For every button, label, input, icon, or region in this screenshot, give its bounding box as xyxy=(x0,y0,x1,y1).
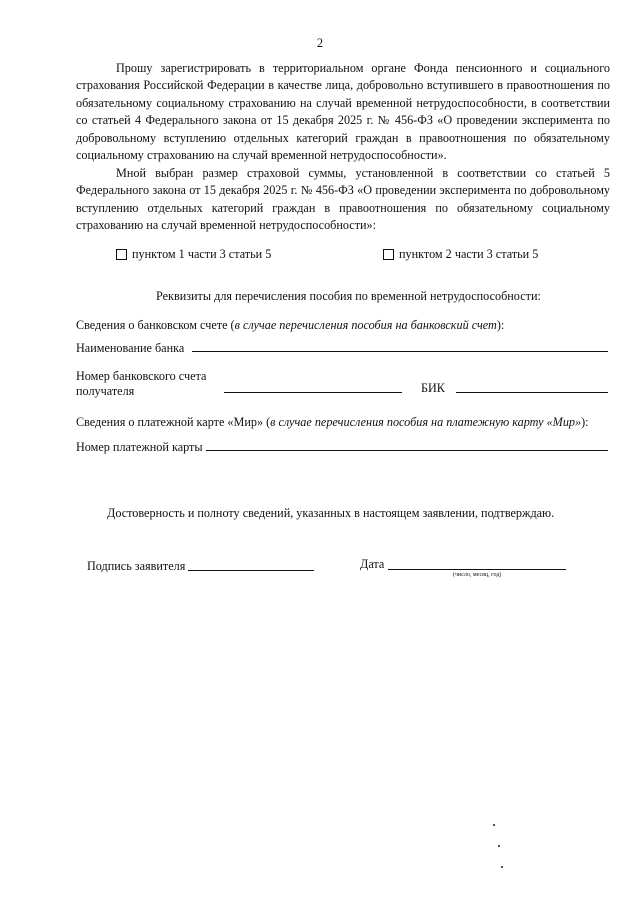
bik-label: БИК xyxy=(421,381,445,395)
bank-section-heading: Сведения о банковском счете (в случае перечисления пособия на банковский счет): xyxy=(76,318,505,332)
option-2-checkbox[interactable] xyxy=(383,247,538,262)
bank-section-note: в случае перечисления пособия на банковский счет xyxy=(234,318,497,332)
bik-field[interactable] xyxy=(456,392,608,393)
signature-label: Подпись заявителя xyxy=(87,559,186,573)
checkbox-icon xyxy=(383,249,394,260)
card-number-field[interactable] xyxy=(206,450,608,451)
checkbox-icon xyxy=(116,249,127,260)
date-hint: (число, месяц, год) xyxy=(453,572,502,578)
bank-name-field[interactable] xyxy=(192,351,608,352)
confirmation-text: Достоверность и полноту сведений, указанных в настоящем заявлении, подтверждаю. xyxy=(107,506,555,520)
card-number-label: Номер платежной карты xyxy=(76,440,203,454)
registration-paragraph: Прошу зарегистрировать в территориальном органе Фонда пенсионного и социального страхования Российской Федерации в качестве лица, добровольно вступившего в правоотношения по обязательному социальному страхованию на случай временной нетрудоспособности, в соответствии со статьей 4 Федерального закона от 15 декабря 2025 г. № 456-ФЗ «О проведении эксперимента по добровольному вступлению отдельных категорий граждан в правоотношения по обязательному социальному страхованию на случай временной нетрудоспособности». xyxy=(76,61,610,163)
account-label-line1: Номер банковского счета xyxy=(76,369,207,383)
account-label-line2: получателя xyxy=(76,384,135,398)
date-field[interactable] xyxy=(388,569,566,570)
page-number: 2 xyxy=(316,36,324,50)
speck-mark xyxy=(498,845,500,847)
speck-mark xyxy=(501,866,503,868)
option-1-label: пунктом 1 части 3 статьи 5 xyxy=(132,247,272,261)
requisites-heading: Реквизиты для перечисления пособия по временной нетрудоспособности: xyxy=(156,289,541,303)
account-number-field[interactable] xyxy=(224,392,402,393)
speck-mark xyxy=(493,824,495,826)
date-label: Дата xyxy=(360,557,385,571)
signature-field[interactable] xyxy=(188,570,314,571)
card-section-note: в случае перечисления пособия на платежную карту «Мир» xyxy=(270,415,582,429)
insurance-sum-paragraph: Мной выбран размер страховой суммы, установленной в соответствии со статьей 5 Федерального закона от 15 декабря 2025 г. № 456-ФЗ «О проведении эксперимента по добровольному вступлению отдельных категорий граждан в правоотношения по обязательному социальному страхованию на случай временной нетрудоспособности»: xyxy=(76,166,610,233)
option-1-checkbox[interactable] xyxy=(116,247,271,262)
option-2-label: пунктом 2 части 3 статьи 5 xyxy=(399,247,539,261)
bank-name-label: Наименование банка xyxy=(76,341,185,355)
card-section-heading: Сведения о платежной карте «Мир» (в случае перечисления пособия на платежную карту «Мир»): xyxy=(76,415,589,429)
